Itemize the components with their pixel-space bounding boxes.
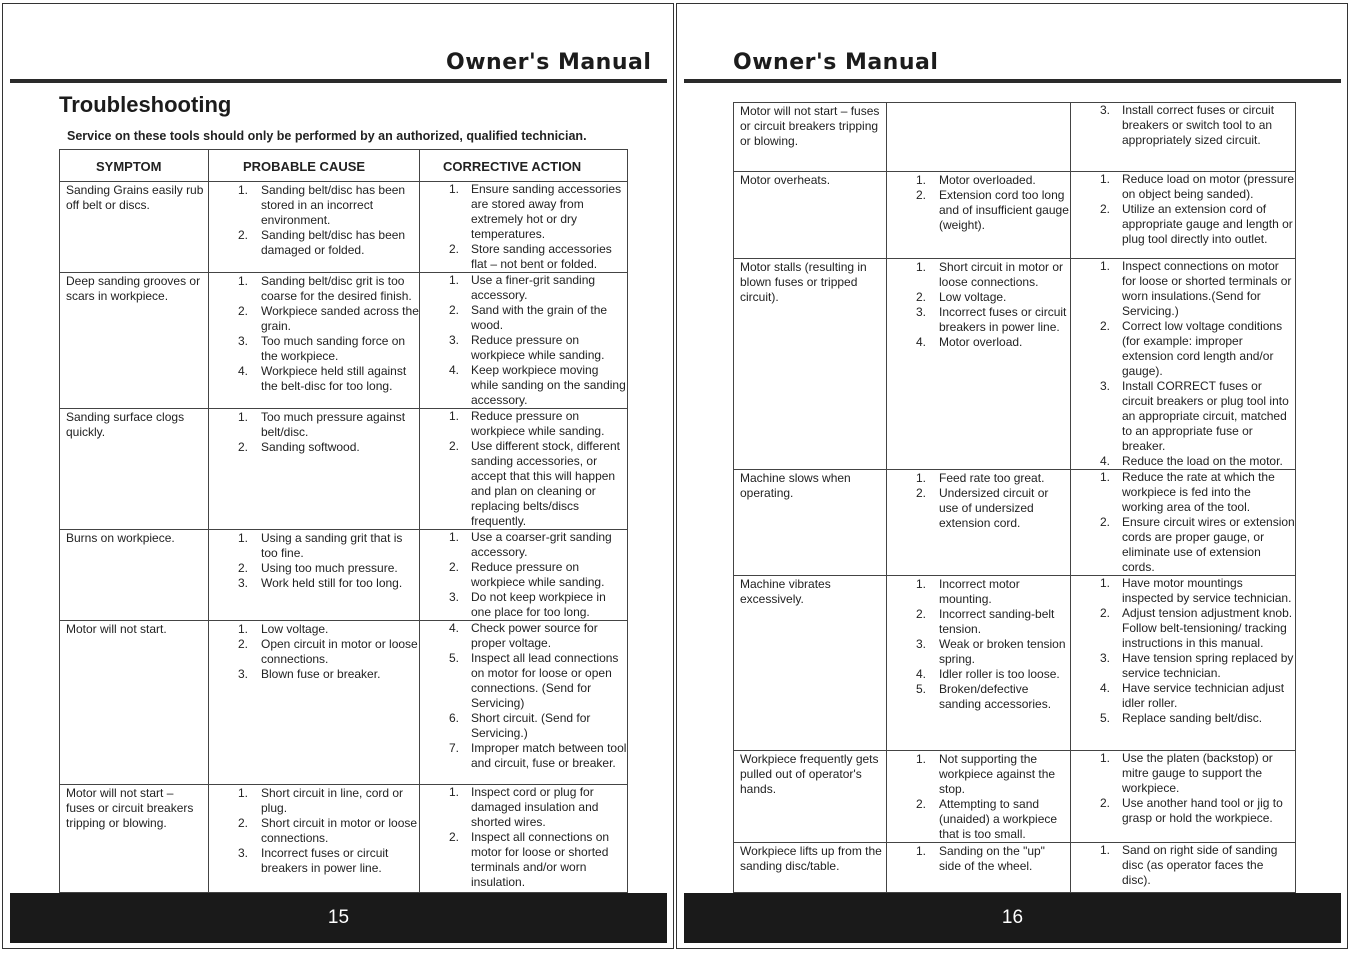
action-item: [1071, 172, 1295, 202]
action-list: [420, 785, 627, 890]
cause-item: [209, 667, 419, 682]
action-item: [1071, 711, 1295, 726]
item-text: Motor overloaded.: [939, 173, 1036, 187]
cause-item: [887, 752, 1070, 797]
symptom-cell: Motor will not start.: [60, 621, 209, 785]
item-text: Ensure circuit wires or extension cords are proper gauge, or eliminate use of extension cords.: [1122, 515, 1295, 574]
probable-cause-cell: [887, 172, 1071, 259]
item-text: Utilize an extension cord of appropriate gauge and length or plug tool directly into outlet.: [1122, 202, 1293, 246]
item-number: 4.: [1100, 454, 1111, 468]
item-number: 3.: [238, 334, 249, 348]
item-number: 2.: [238, 440, 249, 454]
action-item: [1071, 606, 1295, 651]
item-text: Too much sanding force on the workpiece.: [261, 334, 406, 363]
item-text: Replace sanding belt/disc.: [1122, 711, 1263, 725]
action-list: [1071, 172, 1295, 247]
cause-item: [887, 305, 1070, 335]
item-number: 2.: [1100, 515, 1111, 529]
item-number: 4.: [238, 364, 249, 378]
symptom-cell: Burns on workpiece.: [60, 530, 209, 621]
table-row: [60, 621, 628, 785]
item-text: Have service technician adjust idler roller.: [1122, 681, 1285, 710]
cause-item: [887, 335, 1070, 350]
symptom-cell: Machine vibrates excessively.: [734, 576, 887, 751]
action-item: [1071, 651, 1295, 681]
section-title: Troubleshooting: [59, 92, 232, 117]
item-number: 1.: [916, 260, 927, 274]
cause-item: [887, 844, 1070, 874]
item-number: 2.: [449, 242, 460, 256]
item-number: 1.: [916, 577, 927, 591]
column-header-corrective-action: CORRECTIVE ACTION: [420, 150, 628, 182]
cause-item: [209, 531, 419, 561]
item-number: 1.: [1100, 576, 1111, 590]
item-number: 2.: [449, 560, 460, 574]
item-number: 1.: [449, 785, 460, 799]
corrective-action-cell: [420, 621, 628, 785]
item-number: 3.: [238, 576, 249, 590]
item-text: Workpiece sanded across the grain.: [261, 304, 419, 333]
item-text: Incorrect fuses or circuit breakers in power line.: [261, 846, 389, 875]
item-number: 4.: [449, 363, 460, 377]
action-item: [420, 830, 627, 890]
corrective-action-cell: [1071, 843, 1296, 893]
cause-list: [209, 531, 419, 591]
symptom-cell: Workpiece frequently gets pulled out of operator's hands.: [734, 751, 887, 843]
item-text: Use a finer-grit sanding accessory.: [471, 273, 596, 302]
item-number: 2.: [916, 290, 927, 304]
item-number: 1.: [238, 786, 249, 800]
item-number: 1.: [238, 622, 249, 636]
action-item: [1071, 454, 1295, 469]
action-item: [1071, 379, 1295, 454]
header-rule: [10, 79, 667, 83]
item-text: Incorrect motor mounting.: [939, 577, 1020, 606]
probable-cause-cell: [209, 273, 420, 409]
probable-cause-cell: [887, 751, 1071, 843]
probable-cause-cell: [887, 843, 1071, 893]
cause-item: [209, 364, 419, 394]
item-text: Correct low voltage conditions (for example: improper extension cord length and/or gauge).: [1122, 319, 1283, 378]
item-number: 2.: [916, 607, 927, 621]
probable-cause-cell: [887, 259, 1071, 470]
table-row: [734, 172, 1296, 259]
cause-item: [887, 290, 1070, 305]
item-text: Reduce load on motor (pressure on object being sanded).: [1122, 172, 1295, 201]
cause-list: [887, 752, 1070, 842]
table-row: [60, 409, 628, 530]
corrective-action-cell: [1071, 103, 1296, 172]
table-row: [60, 785, 628, 893]
item-number: 1.: [449, 530, 460, 544]
cause-item: [209, 846, 419, 876]
action-item: [420, 621, 627, 651]
item-number: 1.: [1100, 751, 1111, 765]
item-text: Check power source for proper voltage.: [471, 621, 598, 650]
probable-cause-cell: [887, 470, 1071, 576]
page-footer: [684, 893, 1341, 943]
item-text: Feed rate too great.: [939, 471, 1045, 485]
action-item: [420, 439, 627, 529]
item-text: Have tension spring replaced by service technician.: [1122, 651, 1294, 680]
action-list: [1071, 843, 1295, 888]
item-text: Short circuit in motor or loose connections.: [261, 816, 418, 845]
item-text: Too much pressure against belt/disc.: [261, 410, 406, 439]
corrective-action-cell: [1071, 259, 1296, 470]
probable-cause-cell: [209, 409, 420, 530]
item-number: 1.: [916, 752, 927, 766]
item-text: Reduce the rate at which the workpiece is fed into the working area of the tool.: [1122, 470, 1275, 514]
action-item: [1071, 751, 1295, 796]
symptom-cell: Machine slows when operating.: [734, 470, 887, 576]
item-text: Improper match between tool and circuit, fuse or breaker.: [471, 741, 627, 770]
item-number: 5.: [916, 682, 927, 696]
item-text: Idler roller is too loose.: [939, 667, 1060, 681]
item-number: 1.: [238, 531, 249, 545]
page-header-title: Owner's Manual: [733, 50, 939, 75]
action-list: [420, 273, 627, 408]
troubleshooting-table: [59, 149, 628, 893]
probable-cause-cell: [209, 621, 420, 785]
action-item: [420, 741, 627, 771]
action-item: [420, 560, 627, 590]
column-header-probable-cause: PROBABLE CAUSE: [209, 150, 420, 182]
item-text: Use another hand tool or jig to grasp or hold the workpiece.: [1122, 796, 1283, 825]
item-text: Workpiece held still against the belt-disc for too long.: [261, 364, 407, 393]
corrective-action-cell: [1071, 172, 1296, 259]
item-text: Keep workpiece moving while sanding on the sanding accessory.: [471, 363, 626, 407]
cause-item: [209, 228, 419, 258]
symptom-cell: Motor will not start – fuses or circuit breakers tripping or blowing.: [734, 103, 887, 172]
item-text: Incorrect fuses or circuit breakers in power line.: [939, 305, 1067, 334]
table-row: [60, 273, 628, 409]
item-number: 1.: [1100, 259, 1111, 273]
symptom-cell: Motor overheats.: [734, 172, 887, 259]
action-item: [1071, 319, 1295, 379]
table-row: [60, 530, 628, 621]
cause-list: [887, 577, 1070, 712]
action-item: [420, 182, 627, 242]
item-text: Motor overload.: [939, 335, 1023, 349]
item-text: Sand on right side of sanding disc (as operator faces the disc).: [1122, 843, 1278, 887]
troubleshooting-table-continued: [733, 102, 1296, 893]
action-item: [420, 333, 627, 363]
corrective-action-cell: [420, 273, 628, 409]
corrective-action-cell: [420, 182, 628, 273]
item-text: Short circuit. (Send for Servicing.): [471, 711, 591, 740]
probable-cause-cell: [887, 576, 1071, 751]
item-number: 1.: [238, 183, 249, 197]
action-item: [420, 530, 627, 560]
action-list: [420, 182, 627, 272]
action-item: [1071, 470, 1295, 515]
item-text: Ensure sanding accessories are stored away from extremely hot or dry temperatures.: [471, 182, 622, 241]
action-item: [420, 711, 627, 741]
symptom-cell: Motor stalls (resulting in blown fuses or tripped circuit).: [734, 259, 887, 470]
item-number: 1.: [916, 173, 927, 187]
cause-list: [887, 260, 1070, 350]
column-header-symptom: SYMPTOM: [60, 150, 209, 182]
item-text: Attempting to sand (unaided) a workpiece that is too small.: [939, 797, 1058, 841]
page-number: 16: [1001, 907, 1024, 928]
cause-list: [887, 173, 1070, 233]
table-row: [734, 751, 1296, 843]
corrective-action-cell: [1071, 751, 1296, 843]
item-text: Use different stock, different sanding accessories, or accept that this will happen and plan on cleaning or replacing belts/discs frequently.: [471, 439, 620, 528]
item-text: Sanding softwood.: [261, 440, 360, 454]
corrective-action-cell: [420, 409, 628, 530]
item-number: 1.: [1100, 843, 1111, 857]
cause-item: [887, 188, 1070, 233]
cause-list: [209, 183, 419, 258]
corrective-action-cell: [1071, 470, 1296, 576]
page-header-title: Owner's Manual: [446, 50, 652, 75]
cause-item: [887, 682, 1070, 712]
item-number: 6.: [449, 711, 460, 725]
cause-item: [887, 667, 1070, 682]
item-text: Open circuit in motor or loose connections.: [261, 637, 418, 666]
item-number: 2.: [238, 816, 249, 830]
item-text: Use the platen (backstop) or mitre gauge to support the workpiece.: [1122, 751, 1273, 795]
symptom-cell: Motor will not start – fuses or circuit breakers tripping or blowing.: [60, 785, 209, 893]
item-text: Using a sanding grit that is too fine.: [261, 531, 403, 560]
action-item: [420, 303, 627, 333]
table-row: [734, 843, 1296, 893]
cause-item: [209, 576, 419, 591]
item-text: Adjust tension adjustment knob. Follow belt-tensioning/ tracking instructions in this manual.: [1122, 606, 1293, 650]
action-list: [1071, 103, 1295, 148]
item-number: 3.: [916, 637, 927, 651]
cause-item: [887, 797, 1070, 842]
page-number: 15: [327, 907, 350, 928]
cause-item: [209, 816, 419, 846]
item-text: Sanding belt/disc has been stored in an incorrect environment.: [261, 183, 406, 227]
item-text: Incorrect sanding-belt tension.: [939, 607, 1055, 636]
item-number: 2.: [238, 561, 249, 575]
cause-item: [209, 622, 419, 637]
action-list: [1071, 751, 1295, 826]
table-row: [734, 259, 1296, 470]
item-number: 1.: [916, 471, 927, 485]
item-text: Reduce pressure on workpiece while sanding.: [471, 409, 605, 438]
item-number: 2.: [1100, 202, 1111, 216]
item-number: 7.: [449, 741, 460, 755]
action-list: [1071, 576, 1295, 726]
item-text: Extension cord too long and of insufficient gauge (weight).: [939, 188, 1069, 232]
item-text: Broken/defective sanding accessories.: [939, 682, 1052, 711]
cause-item: [209, 304, 419, 334]
item-text: Low voltage.: [939, 290, 1007, 304]
item-number: 1.: [1100, 172, 1111, 186]
item-number: 3.: [238, 846, 249, 860]
item-text: Work held still for too long.: [261, 576, 403, 590]
action-item: [1071, 259, 1295, 319]
symptom-cell: Workpiece lifts up from the sanding disc/table.: [734, 843, 887, 893]
cause-list: [887, 844, 1070, 874]
cause-list: [209, 410, 419, 455]
symptom-cell: Sanding Grains easily rub off belt or discs.: [60, 182, 209, 273]
item-number: 2.: [449, 439, 460, 453]
item-text: Install CORRECT fuses or circuit breakers or plug tool into an appropriate circuit, matched to an appropriate fuse or breaker.: [1122, 379, 1289, 453]
manual-page-16: [676, 3, 1348, 949]
cause-item: [887, 637, 1070, 667]
item-text: Install correct fuses or circuit breakers or switch tool to an appropriately sized circuit.: [1122, 103, 1275, 147]
cause-item: [209, 410, 419, 440]
item-number: 3.: [1100, 651, 1111, 665]
item-text: Not supporting the workpiece against the stop.: [939, 752, 1056, 796]
action-item: [420, 785, 627, 830]
item-number: 3.: [916, 305, 927, 319]
cause-list: [209, 786, 419, 876]
cause-item: [209, 561, 419, 576]
header-rule: [684, 79, 1341, 83]
item-number: 2.: [238, 304, 249, 318]
item-number: 2.: [1100, 319, 1111, 333]
item-text: Inspect cord or plug for damaged insulation and shorted wires.: [471, 785, 599, 829]
manual-page-15: [2, 3, 674, 949]
item-text: Store sanding accessories flat – not bent or folded.: [471, 242, 612, 271]
item-text: Short circuit in line, cord or plug.: [261, 786, 404, 815]
item-text: Reduce pressure on workpiece while sanding.: [471, 333, 605, 362]
item-number: 1.: [1100, 470, 1111, 484]
item-text: Weak or broken tension spring.: [939, 637, 1066, 666]
action-list: [1071, 470, 1295, 575]
cause-item: [887, 173, 1070, 188]
item-number: 3.: [238, 667, 249, 681]
page-footer: [10, 893, 667, 943]
item-number: 2.: [916, 188, 927, 202]
item-text: Inspect all connections on motor for loose or shorted terminals and/or worn insulation.: [471, 830, 610, 889]
item-number: 2.: [449, 303, 460, 317]
cause-list: [887, 471, 1070, 531]
item-text: Use a coarser-grit sanding accessory.: [471, 530, 612, 559]
item-text: Blown fuse or breaker.: [261, 667, 381, 681]
item-number: 2.: [1100, 796, 1111, 810]
corrective-action-cell: [1071, 576, 1296, 751]
item-number: 1.: [916, 844, 927, 858]
symptom-cell: Sanding surface clogs quickly.: [60, 409, 209, 530]
cause-item: [887, 577, 1070, 607]
item-text: Low voltage.: [261, 622, 329, 636]
table-header-row: [60, 150, 628, 182]
action-item: [1071, 515, 1295, 575]
table-row: [734, 103, 1296, 172]
probable-cause-cell: [209, 530, 420, 621]
cause-item: [209, 637, 419, 667]
corrective-action-cell: [420, 785, 628, 893]
item-number: 2.: [916, 797, 927, 811]
item-number: 2.: [238, 228, 249, 242]
action-item: [1071, 843, 1295, 888]
action-item: [420, 409, 627, 439]
action-item: [1071, 202, 1295, 247]
item-text: Short circuit in motor or loose connections.: [939, 260, 1064, 289]
action-list: [420, 409, 627, 529]
cause-item: [887, 260, 1070, 290]
item-number: 5.: [1100, 711, 1111, 725]
item-number: 3.: [449, 333, 460, 347]
item-number: 1.: [449, 273, 460, 287]
action-item: [420, 242, 627, 272]
item-number: 2.: [1100, 606, 1111, 620]
item-number: 2.: [238, 637, 249, 651]
action-item: [420, 590, 627, 620]
item-number: 3.: [1100, 379, 1111, 393]
action-list: [420, 621, 627, 771]
item-number: 3.: [1100, 103, 1111, 117]
corrective-action-cell: [420, 530, 628, 621]
item-number: 1.: [238, 274, 249, 288]
item-text: Inspect all lead connections on motor for loose or open connections. (Send for Servicing): [471, 651, 619, 710]
symptom-cell: Deep sanding grooves or scars in workpiece.: [60, 273, 209, 409]
item-number: 1.: [449, 182, 460, 196]
item-text: Using too much pressure.: [261, 561, 398, 575]
probable-cause-cell: [209, 785, 420, 893]
item-number: 1.: [238, 410, 249, 424]
action-item: [420, 651, 627, 711]
item-number: 3.: [449, 590, 460, 604]
item-text: Sand with the grain of the wood.: [471, 303, 608, 332]
item-number: 4.: [916, 667, 927, 681]
item-text: Sanding belt/disc has been damaged or folded.: [261, 228, 406, 257]
cause-item: [887, 607, 1070, 637]
cause-item: [887, 486, 1070, 531]
item-text: Inspect connections on motor for loose or shorted terminals or worn insulations.(Send for Servicing.): [1122, 259, 1292, 318]
cause-item: [209, 786, 419, 816]
item-number: 5.: [449, 651, 460, 665]
item-number: 4.: [916, 335, 927, 349]
cause-item: [209, 334, 419, 364]
action-item: [420, 363, 627, 408]
cause-item: [887, 471, 1070, 486]
table-row: [60, 182, 628, 273]
table-row: [734, 470, 1296, 576]
action-item: [1071, 103, 1295, 148]
item-number: 2.: [449, 830, 460, 844]
probable-cause-cell: [887, 103, 1071, 172]
action-item: [1071, 576, 1295, 606]
action-item: [1071, 796, 1295, 826]
cause-item: [209, 183, 419, 228]
item-number: 4.: [1100, 681, 1111, 695]
item-text: Sanding on the "up" side of the wheel.: [939, 844, 1045, 873]
item-text: Do not keep workpiece in one place for too long.: [471, 590, 606, 619]
action-item: [420, 273, 627, 303]
item-text: Reduce the load on the motor.: [1122, 454, 1283, 468]
item-text: Have motor mountings inspected by service technician.: [1122, 576, 1292, 605]
cause-list: [209, 274, 419, 394]
cause-item: [209, 274, 419, 304]
table-row: [734, 576, 1296, 751]
action-item: [1071, 681, 1295, 711]
item-number: 1.: [449, 409, 460, 423]
cause-list: [209, 622, 419, 682]
item-text: Undersized circuit or use of undersized extension cord.: [939, 486, 1049, 530]
item-number: 4.: [449, 621, 460, 635]
item-text: Sanding belt/disc grit is too coarse for the desired finish.: [261, 274, 412, 303]
probable-cause-cell: [209, 182, 420, 273]
action-list: [1071, 259, 1295, 469]
action-list: [420, 530, 627, 620]
service-note: Service on these tools should only be performed by an authorized, qualified technician.: [67, 129, 587, 143]
item-number: 2.: [916, 486, 927, 500]
cause-item: [209, 440, 419, 455]
item-text: Reduce pressure on workpiece while sanding.: [471, 560, 605, 589]
